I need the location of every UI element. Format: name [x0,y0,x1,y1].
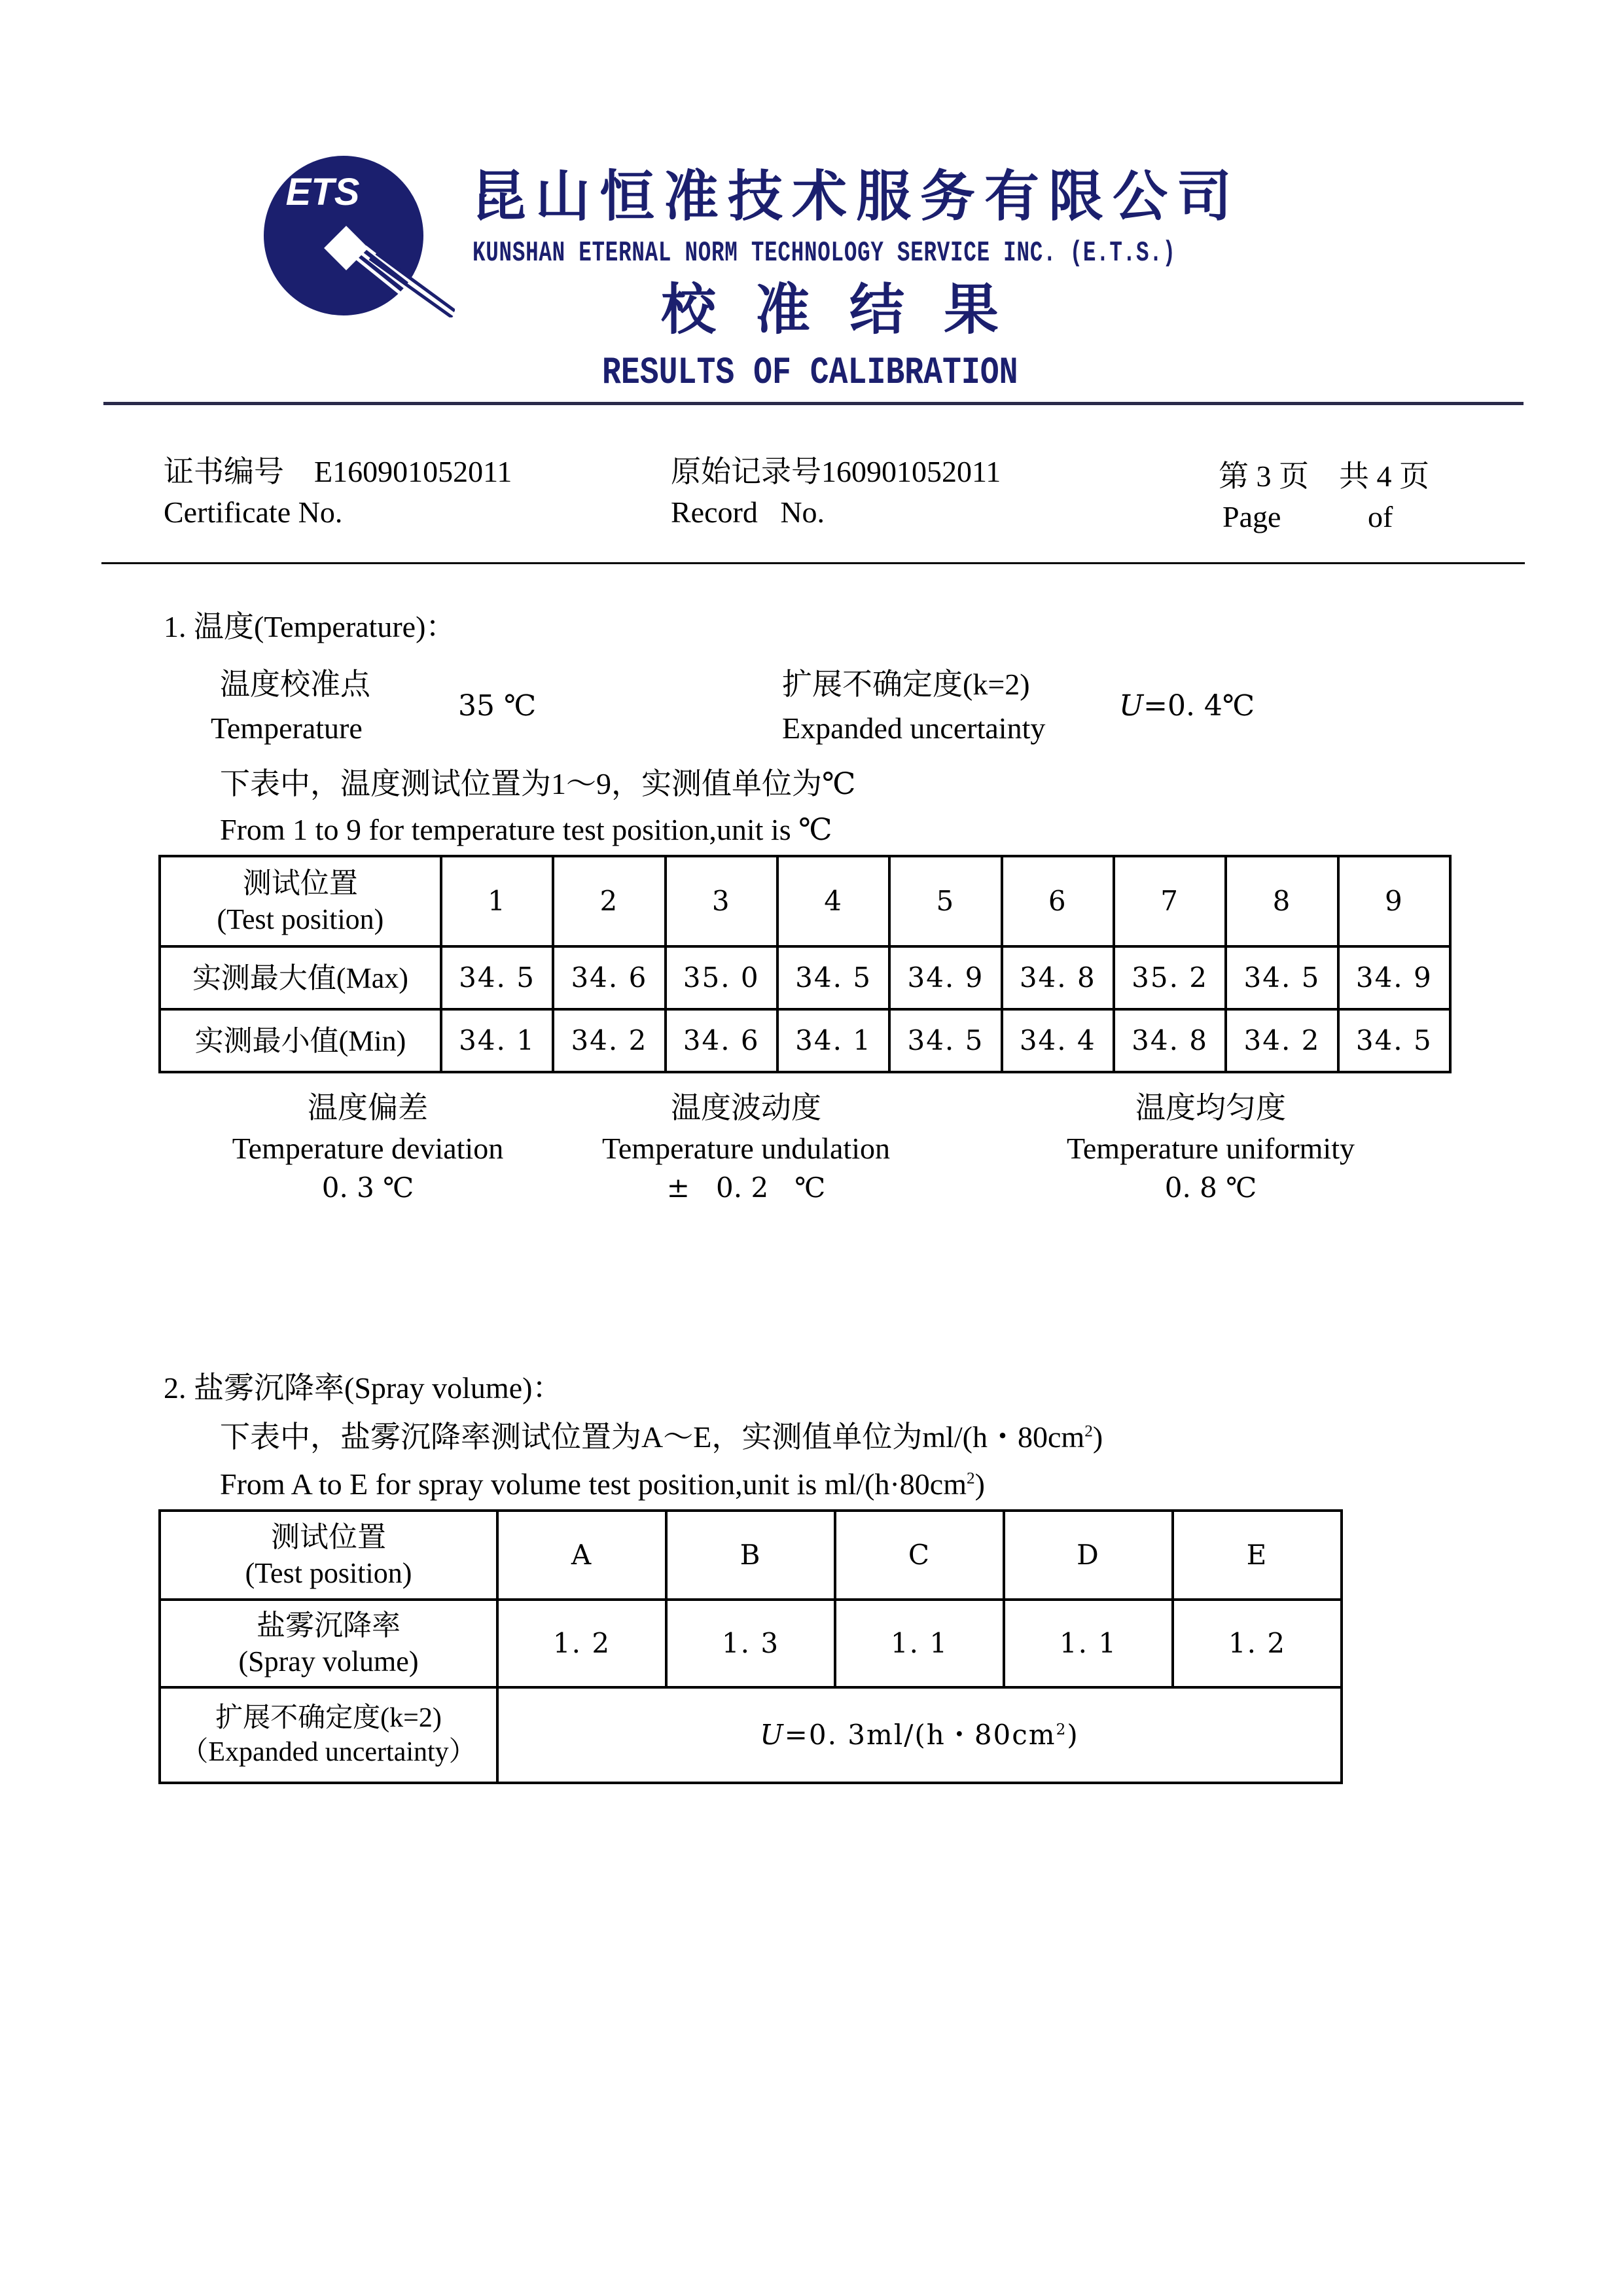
page-word: 页 [1279,459,1309,493]
result-label-cn: 温度均匀度 [1135,1091,1286,1124]
header-divider [103,402,1524,405]
page-label-en: Page [1222,500,1281,533]
row-label [160,1600,497,1687]
uncert-number: =0. 4℃ [1143,689,1255,723]
cal-point-value: 35 ℃ [458,689,537,723]
page-current: 3 [1256,459,1272,493]
note-cn-sup: 2 [1084,1422,1093,1441]
position-cell: 1 [441,856,553,946]
result-undulation [550,1090,942,1206]
table-row-uncertainty [160,1687,1342,1783]
section2-heading: 2. 盐雾沉降率(Spray volume)： [164,1371,563,1405]
position-cell: E [1173,1511,1342,1600]
cert-number: E160901052011 [314,455,512,488]
value-cell: 1. 2 [1173,1600,1342,1687]
value-cell: 34. 6 [553,946,665,1009]
position-cell: 8 [1226,856,1338,946]
value-cell: 34. 2 [1226,1009,1338,1072]
result-value: ± 0. 2 ℃ [666,1172,826,1204]
table-row-spray [160,1600,1342,1687]
value-cell: 35. 0 [666,946,777,1009]
value-cell: 34. 5 [1226,946,1338,1009]
record-label-en: Record No. [671,495,825,529]
value-cell: 34. 1 [441,1009,553,1072]
position-cell: 3 [666,856,777,946]
row-label-cn: 盐雾沉降率 [257,1609,401,1641]
value-cell: 34. 9 [889,946,1001,1009]
value-cell: 34. 4 [1002,1009,1114,1072]
spray-volume-table [158,1509,1343,1784]
page-indicator [1219,458,1429,495]
result-label-cn: 温度偏差 [308,1091,428,1124]
table-row [160,1511,1342,1600]
company-name-cn: 昆山恒准技术服务有限公司 [471,164,1241,228]
note-en-text: From A to E for spray volume test position,unit is ml/(h·80cm [220,1467,967,1501]
value-cell: 1. 2 [497,1600,666,1687]
row-label [160,1687,497,1783]
note-cn-text: 下表中，盐雾沉降率测试位置为A～E，实测值单位为ml/(h・80cm [220,1420,1085,1454]
total-prefix: 共 [1339,459,1369,493]
header-en: (Test position) [245,1557,412,1589]
record-number-line [671,454,1001,490]
position-cell: 9 [1338,856,1450,946]
table-row [160,856,1450,946]
ets-logo [245,154,455,317]
row-label: 实测最大值(Max) [160,946,441,1009]
value-cell: 34. 8 [1114,1009,1226,1072]
section1-heading: 1. 温度(Temperature)： [164,610,456,643]
position-cell: 5 [889,856,1001,946]
header-cn: 测试位置 [242,867,358,899]
value-cell: 1. 1 [1004,1600,1173,1687]
uncert-number: =0. 3ml/(h・80cm [784,1718,1056,1751]
value-cell: 34. 5 [441,946,553,1009]
uncert-label-en: Expanded uncertainty [782,711,1046,745]
temperature-table [158,855,1452,1073]
uncert-end: ) [1067,1718,1079,1751]
result-label-en: Temperature uniformity [1066,1132,1355,1165]
result-uniformity [1014,1090,1407,1206]
table-row-max [160,946,1450,1009]
section2-note-en [220,1466,985,1503]
section2-note-cn [220,1419,1103,1456]
row-label: 实测最小值(Min) [160,1009,441,1072]
value-cell: 35. 2 [1114,946,1226,1009]
position-cell: D [1004,1511,1173,1600]
record-label-cn: 原始记录号 [671,455,821,488]
value-cell: 34. 9 [1338,946,1450,1009]
position-cell: 2 [553,856,665,946]
header-cell [160,1511,497,1600]
page-prefix: 第 [1219,459,1249,493]
of-label-en: of [1368,500,1393,533]
total-word: 页 [1399,459,1429,493]
meta-divider [101,562,1525,564]
cal-point-label-en: Temperature [211,711,363,745]
uncert-value-cell [497,1687,1342,1783]
uncert-label-cn: 扩展不确定度(k=2) [782,668,1030,701]
result-label-en: Temperature undulation [601,1132,890,1165]
result-value: 0. 8 ℃ [1164,1172,1257,1204]
position-cell: 7 [1114,856,1226,946]
value-cell: 34. 5 [1338,1009,1450,1072]
value-cell: 34. 1 [777,1009,889,1072]
note-en-sup: 2 [967,1469,975,1488]
uncert-sup: 2 [1056,1721,1067,1738]
value-cell: 34. 5 [777,946,889,1009]
row-label-en: (Spray volume) [238,1645,419,1677]
value-cell: 34. 6 [666,1009,777,1072]
section1-note-cn: 下表中，温度测试位置为1～9，实测值单位为℃ [220,767,856,800]
note-en-end: ) [974,1467,985,1501]
position-cell: A [497,1511,666,1600]
value-cell: 1. 1 [835,1600,1004,1687]
title-en: RESULTS OF CALIBRATION [602,352,1018,395]
position-cell: C [835,1511,1004,1600]
note-cn-end: ) [1092,1420,1103,1454]
result-label-en: Temperature deviation [232,1132,504,1165]
uncert-label-en: （Expanded uncertainty） [181,1737,476,1767]
position-cell: 6 [1002,856,1114,946]
header-cn: 测试位置 [271,1521,386,1553]
result-label-cn: 温度波动度 [671,1091,821,1124]
result-value: 0. 3 ℃ [321,1172,414,1204]
result-deviation [171,1090,564,1206]
table-row-min [160,1009,1450,1072]
record-number: 160901052011 [821,455,1001,488]
position-cell: B [666,1511,835,1600]
uncert-value [1119,689,1255,724]
company-name-en: KUNSHAN ETERNAL NORM TECHNOLOGY SERVICE INC. (E.T.S.) [473,237,1176,270]
uncert-symbol: U [760,1718,785,1751]
section1-note-en: From 1 to 9 for temperature test position,unit is ℃ [220,813,832,846]
value-cell: 34. 2 [553,1009,665,1072]
value-cell: 34. 8 [1002,946,1114,1009]
cal-point-label-cn: 温度校准点 [220,668,370,701]
cert-label-en: Certificate No. [164,495,343,529]
cert-number-line [164,454,512,490]
position-cell: 4 [777,856,889,946]
header-en: (Test position) [217,903,384,935]
uncert-symbol: U [1119,689,1144,723]
header-cell [160,856,441,946]
logo-text: ETS [285,171,360,213]
title-cn: 校准结果 [661,277,1039,342]
page-total: 4 [1376,459,1392,493]
value-cell: 34. 5 [889,1009,1001,1072]
cert-label-cn: 证书编号 [164,455,284,488]
uncert-label-cn: 扩展不确定度(k=2) [215,1702,442,1733]
value-cell: 1. 3 [666,1600,835,1687]
